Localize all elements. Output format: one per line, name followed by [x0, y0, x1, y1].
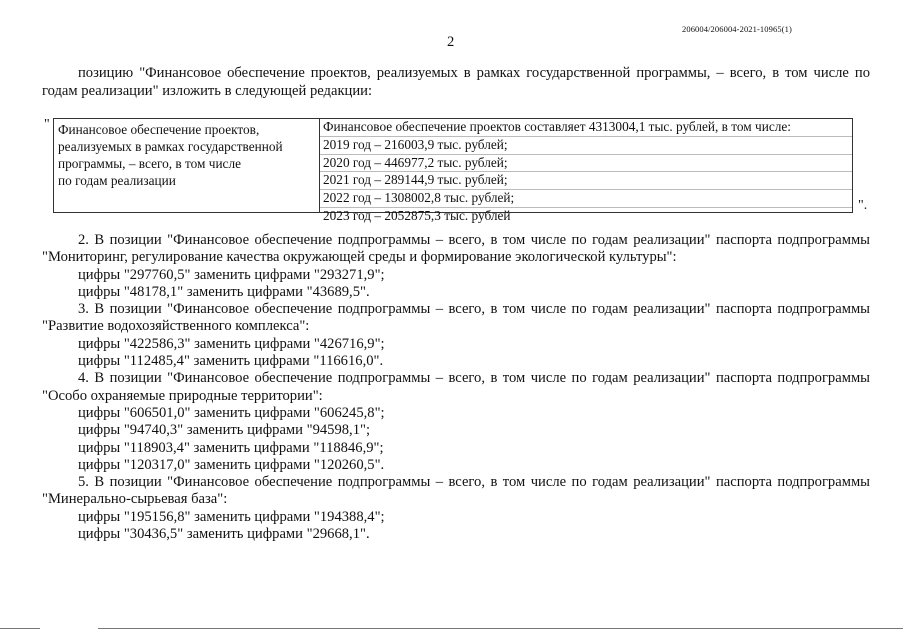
item-change: цифры "422586,3" заменить цифрами "426716,9"; [78, 335, 385, 352]
page-number: 2 [447, 34, 455, 50]
table-label-line: по годам реализации [58, 173, 176, 188]
item-lead: 2. В позиции "Финансовое обеспечение подпрограммы – всего, в том числе по годам реализации" паспорта подпрограммы "Мониторинг, регулирование качества окружающей среды и формирование экологической культуры": [42, 232, 870, 266]
item-lead: 3. В позиции "Финансовое обеспечение подпрограммы – всего, в том числе по годам реализации" паспорта подпрограммы "Развитие водохозяйственного комплекса": [42, 301, 870, 335]
item-change: цифры "48178,1" заменить цифрами "43689,5". [78, 283, 370, 300]
table-value-row: Финансовое обеспечение проектов составляет 4313004,1 тыс. рублей, в том числе: [320, 119, 852, 137]
item-change: цифры "94740,3" заменить цифрами "94598,1"; [78, 422, 371, 439]
footer-divider [0, 628, 40, 629]
document-id: 206004/206004-2021-10965(1) [682, 24, 792, 34]
table-value-row: 2020 год – 446977,2 тыс. рублей; [320, 155, 852, 173]
item-change: цифры "195156,8" заменить цифрами "194388,4"; [78, 508, 385, 525]
table-value-cell [320, 119, 852, 223]
financing-table [53, 118, 853, 223]
item-change: цифры "120317,0" заменить цифрами "120260,5". [78, 456, 385, 473]
table-value-row: 2019 год – 216003,9 тыс. рублей; [320, 137, 852, 155]
table-label-line: реализуемых в рамках государственной [58, 139, 283, 154]
item-change: цифры "297760,5" заменить цифрами "293271,9"; [78, 266, 385, 283]
item-lead: 4. В позиции "Финансовое обеспечение подпрограммы – всего, в том числе по годам реализации" паспорта подпрограммы "Особо охраняемые природные территории": [42, 370, 870, 404]
table-label-cell [54, 119, 320, 212]
table-open-quote: " [44, 117, 50, 132]
footer-divider [98, 628, 903, 629]
table-label-line: программы, – всего, в том числе [58, 156, 242, 171]
item-change: цифры "30436,5" заменить цифрами "29668,1". [78, 526, 370, 543]
item-lead: 5. В позиции "Финансовое обеспечение подпрограммы – всего, в том числе по годам реализации" паспорта подпрограммы "Минерально-сырьевая база": [42, 474, 870, 508]
table-value-row: 2023 год – 2052875,3 тыс. рублей [323, 207, 511, 223]
amendments-body [42, 232, 870, 543]
table-label-line: Финансовое обеспечение проектов, [58, 122, 260, 137]
table-value-row: 2021 год – 289144,9 тыс. рублей; [320, 172, 852, 190]
table-close-quote: ". [858, 198, 868, 213]
item-change: цифры "606501,0" заменить цифрами "606245,8"; [78, 404, 385, 421]
table-value-row: 2022 год – 1308002,8 тыс. рублей; [320, 190, 852, 208]
item-change: цифры "112485,4" заменить цифрами "116616,0". [78, 353, 384, 370]
intro-paragraph: позицию "Финансовое обеспечение проектов, реализуемых в рамках государственной программы, – всего, в том числе по годам реализации" изложить в следующей редакции: [42, 65, 870, 99]
item-change: цифры "118903,4" заменить цифрами "118846,9"; [78, 439, 384, 456]
